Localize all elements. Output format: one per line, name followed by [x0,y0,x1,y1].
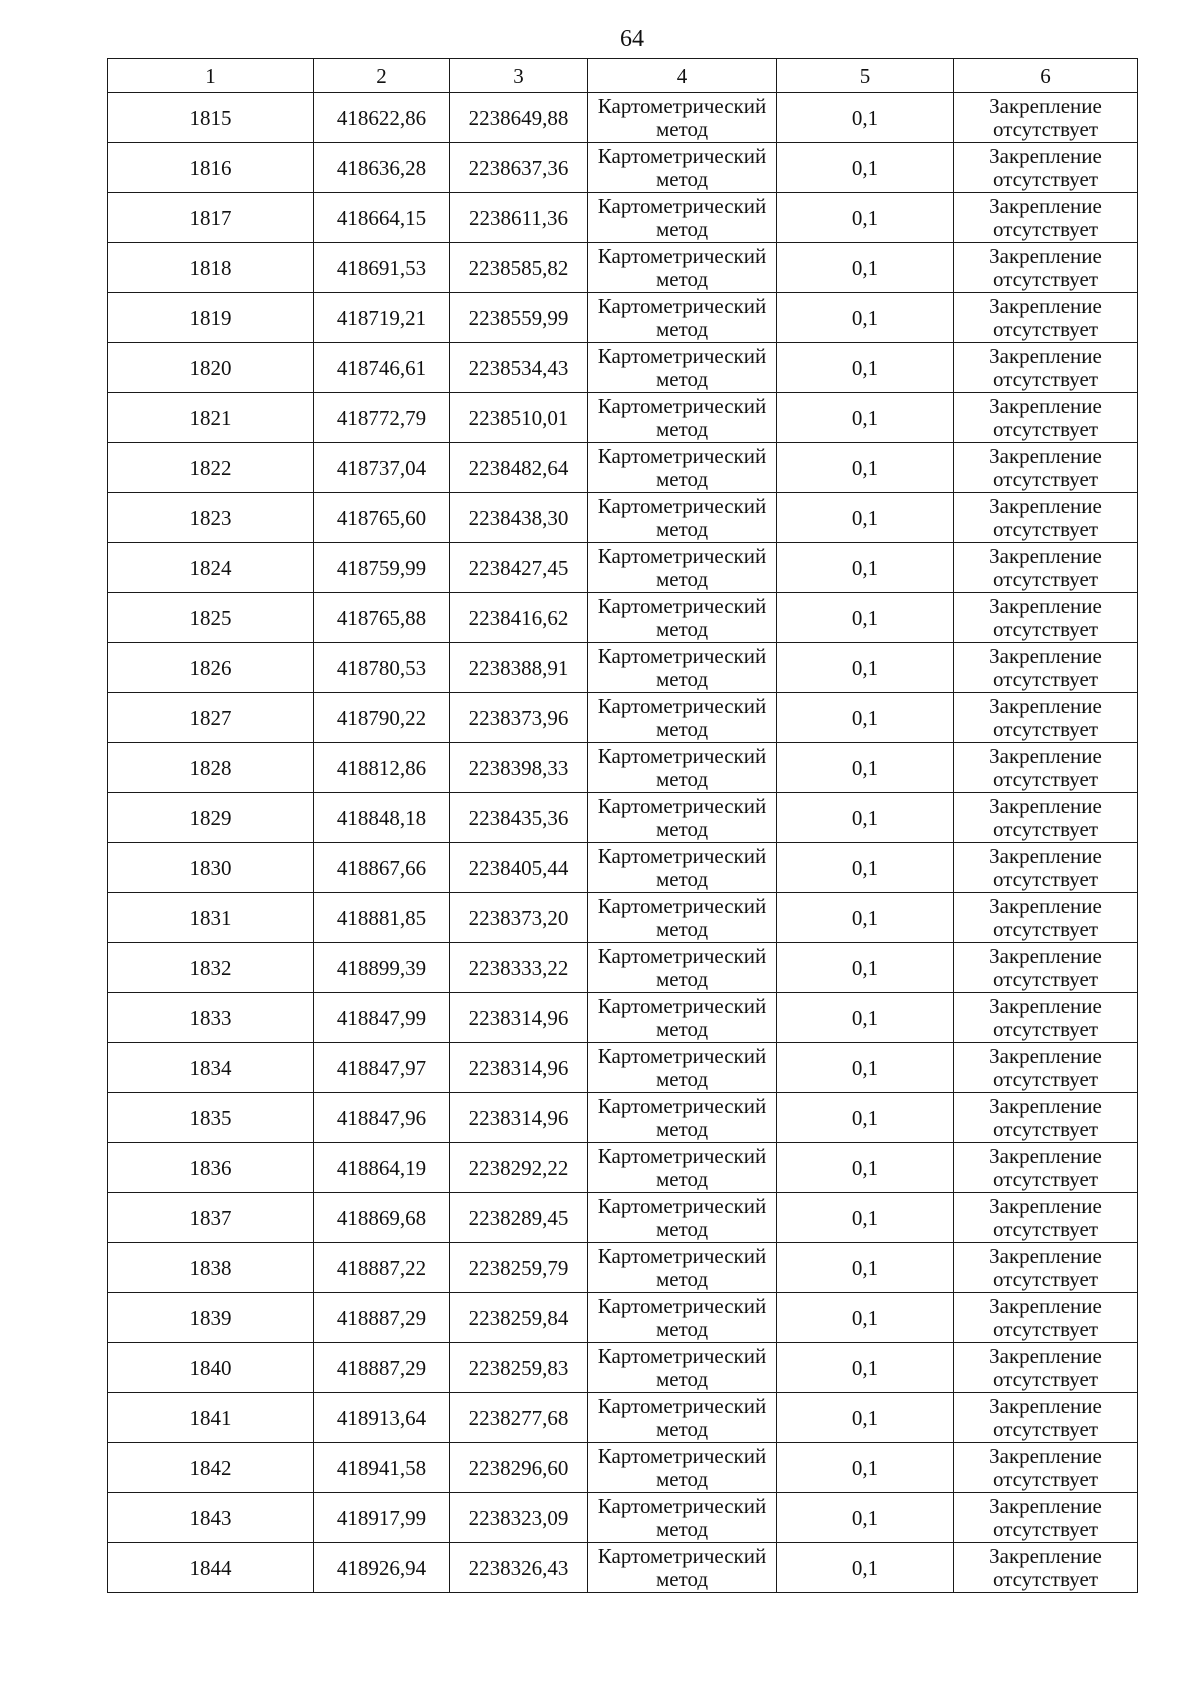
cell-fixing-description: Закрепление отсутствует [954,1093,1138,1143]
cell-method: Картометрический метод [588,493,777,543]
cell-point-number: 1842 [108,1443,314,1493]
cell-accuracy: 0,1 [777,443,954,493]
cell-fixing-description: Закрепление отсутствует [954,93,1138,143]
column-header-1: 1 [108,59,314,93]
cell-coordinate-x: 418847,97 [314,1043,450,1093]
cell-fixing-description: Закрепление отсутствует [954,943,1138,993]
cell-fixing-description: Закрепление отсутствует [954,893,1138,943]
table-row [108,393,1138,443]
cell-coordinate-y: 2238534,43 [450,343,588,393]
cell-point-number: 1818 [108,243,314,293]
cell-method: Картометрический метод [588,1143,777,1193]
cell-coordinate-y: 2238611,36 [450,193,588,243]
table-row [108,443,1138,493]
cell-coordinate-y: 2238292,22 [450,1143,588,1193]
table-row [108,493,1138,543]
cell-accuracy: 0,1 [777,1493,954,1543]
cell-fixing-description: Закрепление отсутствует [954,443,1138,493]
cell-coordinate-x: 418765,60 [314,493,450,543]
cell-method: Картометрический метод [588,1293,777,1343]
cell-coordinate-y: 2238637,36 [450,143,588,193]
column-header-5: 5 [777,59,954,93]
cell-accuracy: 0,1 [777,593,954,643]
cell-accuracy: 0,1 [777,643,954,693]
cell-coordinate-x: 418719,21 [314,293,450,343]
cell-coordinate-x: 418867,66 [314,843,450,893]
cell-point-number: 1832 [108,943,314,993]
cell-point-number: 1843 [108,1493,314,1543]
cell-accuracy: 0,1 [777,493,954,543]
cell-coordinate-y: 2238296,60 [450,1443,588,1493]
table-row [108,343,1138,393]
cell-accuracy: 0,1 [777,143,954,193]
table-row [108,793,1138,843]
cell-fixing-description: Закрепление отсутствует [954,1293,1138,1343]
cell-fixing-description: Закрепление отсутствует [954,1393,1138,1443]
table-row [108,1443,1138,1493]
cell-fixing-description: Закрепление отсутствует [954,693,1138,743]
table-body [108,93,1138,1593]
cell-accuracy: 0,1 [777,843,954,893]
cell-coordinate-y: 2238585,82 [450,243,588,293]
cell-coordinate-x: 418887,29 [314,1293,450,1343]
cell-coordinate-x: 418664,15 [314,193,450,243]
cell-coordinate-y: 2238326,43 [450,1543,588,1593]
cell-accuracy: 0,1 [777,193,954,243]
cell-method: Картометрический метод [588,1343,777,1393]
cell-accuracy: 0,1 [777,343,954,393]
cell-method: Картометрический метод [588,1443,777,1493]
cell-method: Картометрический метод [588,1543,777,1593]
cell-coordinate-x: 418913,64 [314,1393,450,1443]
cell-point-number: 1844 [108,1543,314,1593]
cell-accuracy: 0,1 [777,1093,954,1143]
cell-method: Картометрический метод [588,1093,777,1143]
cell-accuracy: 0,1 [777,1543,954,1593]
cell-coordinate-y: 2238435,36 [450,793,588,843]
cell-coordinate-y: 2238405,44 [450,843,588,893]
cell-accuracy: 0,1 [777,1243,954,1293]
cell-fixing-description: Закрепление отсутствует [954,1143,1138,1193]
table-row [108,593,1138,643]
cell-point-number: 1837 [108,1193,314,1243]
table-row [108,1043,1138,1093]
page-number: 64 [620,26,644,52]
cell-coordinate-y: 2238649,88 [450,93,588,143]
table-row [108,243,1138,293]
cell-fixing-description: Закрепление отсутствует [954,643,1138,693]
cell-point-number: 1826 [108,643,314,693]
table-row [108,1243,1138,1293]
cell-method: Картометрический метод [588,543,777,593]
cell-coordinate-x: 418622,86 [314,93,450,143]
table-row [108,93,1138,143]
cell-fixing-description: Закрепление отсутствует [954,843,1138,893]
table-row [108,743,1138,793]
cell-coordinate-x: 418887,29 [314,1343,450,1393]
cell-fixing-description: Закрепление отсутствует [954,993,1138,1043]
cell-accuracy: 0,1 [777,943,954,993]
cell-fixing-description: Закрепление отсутствует [954,1043,1138,1093]
cell-point-number: 1822 [108,443,314,493]
column-header-6: 6 [954,59,1138,93]
cell-coordinate-x: 418790,22 [314,693,450,743]
cell-method: Картометрический метод [588,1493,777,1543]
table-row [108,1193,1138,1243]
header-row [108,59,1138,93]
cell-coordinate-y: 2238277,68 [450,1393,588,1443]
cell-fixing-description: Закрепление отсутствует [954,743,1138,793]
cell-point-number: 1825 [108,593,314,643]
cell-point-number: 1828 [108,743,314,793]
cell-method: Картометрический метод [588,1243,777,1293]
cell-coordinate-x: 418765,88 [314,593,450,643]
cell-fixing-description: Закрепление отсутствует [954,1193,1138,1243]
cell-fixing-description: Закрепление отсутствует [954,543,1138,593]
cell-coordinate-x: 418772,79 [314,393,450,443]
cell-coordinate-x: 418746,61 [314,343,450,393]
cell-point-number: 1819 [108,293,314,343]
cell-coordinate-x: 418780,53 [314,643,450,693]
cell-coordinate-y: 2238259,83 [450,1343,588,1393]
column-header-3: 3 [450,59,588,93]
cell-coordinate-y: 2238373,20 [450,893,588,943]
cell-point-number: 1830 [108,843,314,893]
cell-fixing-description: Закрепление отсутствует [954,343,1138,393]
cell-method: Картометрический метод [588,343,777,393]
cell-coordinate-y: 2238427,45 [450,543,588,593]
cell-coordinate-y: 2238289,45 [450,1193,588,1243]
cell-coordinate-x: 418847,96 [314,1093,450,1143]
cell-accuracy: 0,1 [777,743,954,793]
cell-accuracy: 0,1 [777,993,954,1043]
cell-coordinate-y: 2238259,84 [450,1293,588,1343]
cell-point-number: 1835 [108,1093,314,1143]
column-header-4: 4 [588,59,777,93]
cell-method: Картометрический метод [588,593,777,643]
cell-fixing-description: Закрепление отсутствует [954,193,1138,243]
cell-coordinate-x: 418759,99 [314,543,450,593]
cell-accuracy: 0,1 [777,1343,954,1393]
cell-accuracy: 0,1 [777,1293,954,1343]
column-header-2: 2 [314,59,450,93]
table-row [108,1093,1138,1143]
cell-coordinate-y: 2238559,99 [450,293,588,343]
cell-point-number: 1834 [108,1043,314,1093]
cell-coordinate-x: 418864,19 [314,1143,450,1193]
cell-coordinate-y: 2238438,30 [450,493,588,543]
cell-point-number: 1839 [108,1293,314,1343]
cell-coordinate-x: 418887,22 [314,1243,450,1293]
cell-method: Картометрический метод [588,743,777,793]
cell-coordinate-y: 2238259,79 [450,1243,588,1293]
cell-coordinate-y: 2238333,22 [450,943,588,993]
cell-point-number: 1827 [108,693,314,743]
cell-method: Картометрический метод [588,1193,777,1243]
cell-coordinate-y: 2238398,33 [450,743,588,793]
cell-coordinate-x: 418691,53 [314,243,450,293]
cell-coordinate-x: 418941,58 [314,1443,450,1493]
table-row [108,1543,1138,1593]
cell-fixing-description: Закрепление отсутствует [954,243,1138,293]
table-row [108,693,1138,743]
cell-method: Картометрический метод [588,993,777,1043]
cell-method: Картометрический метод [588,693,777,743]
cell-coordinate-y: 2238323,09 [450,1493,588,1543]
cell-accuracy: 0,1 [777,793,954,843]
cell-method: Картометрический метод [588,1043,777,1093]
cell-method: Картометрический метод [588,143,777,193]
cell-coordinate-x: 418737,04 [314,443,450,493]
table-row [108,143,1138,193]
cell-coordinate-x: 418869,68 [314,1193,450,1243]
cell-fixing-description: Закрепление отсутствует [954,1243,1138,1293]
cell-point-number: 1817 [108,193,314,243]
cell-method: Картометрический метод [588,393,777,443]
coordinates-table [107,58,1138,1593]
table-row [108,893,1138,943]
cell-point-number: 1821 [108,393,314,443]
cell-accuracy: 0,1 [777,293,954,343]
table-row [108,1343,1138,1393]
cell-point-number: 1815 [108,93,314,143]
table-row [108,1493,1138,1543]
cell-method: Картометрический метод [588,943,777,993]
cell-point-number: 1833 [108,993,314,1043]
cell-accuracy: 0,1 [777,1393,954,1443]
cell-method: Картометрический метод [588,243,777,293]
cell-fixing-description: Закрепление отсутствует [954,793,1138,843]
cell-coordinate-x: 418847,99 [314,993,450,1043]
cell-point-number: 1838 [108,1243,314,1293]
cell-point-number: 1840 [108,1343,314,1393]
cell-coordinate-x: 418926,94 [314,1543,450,1593]
table-row [108,1293,1138,1343]
cell-method: Картометрический метод [588,793,777,843]
cell-coordinate-y: 2238510,01 [450,393,588,443]
cell-accuracy: 0,1 [777,1043,954,1093]
cell-method: Картометрический метод [588,843,777,893]
cell-method: Картометрический метод [588,93,777,143]
cell-coordinate-y: 2238314,96 [450,993,588,1043]
cell-coordinate-y: 2238314,96 [450,1043,588,1093]
cell-coordinate-x: 418812,86 [314,743,450,793]
cell-fixing-description: Закрепление отсутствует [954,1343,1138,1393]
cell-coordinate-y: 2238388,91 [450,643,588,693]
cell-accuracy: 0,1 [777,1443,954,1493]
table-row [108,993,1138,1043]
cell-coordinate-x: 418881,85 [314,893,450,943]
cell-fixing-description: Закрепление отсутствует [954,493,1138,543]
cell-accuracy: 0,1 [777,693,954,743]
cell-method: Картометрический метод [588,643,777,693]
cell-coordinate-y: 2238373,96 [450,693,588,743]
cell-accuracy: 0,1 [777,1193,954,1243]
cell-accuracy: 0,1 [777,393,954,443]
cell-point-number: 1820 [108,343,314,393]
cell-point-number: 1841 [108,1393,314,1443]
table-row [108,1143,1138,1193]
cell-coordinate-x: 418899,39 [314,943,450,993]
table-row [108,843,1138,893]
cell-fixing-description: Закрепление отсутствует [954,1493,1138,1543]
cell-coordinate-y: 2238482,64 [450,443,588,493]
cell-accuracy: 0,1 [777,243,954,293]
table-row [108,643,1138,693]
cell-coordinate-y: 2238416,62 [450,593,588,643]
cell-accuracy: 0,1 [777,543,954,593]
cell-fixing-description: Закрепление отсутствует [954,293,1138,343]
cell-fixing-description: Закрепление отсутствует [954,1543,1138,1593]
cell-method: Картометрический метод [588,893,777,943]
cell-fixing-description: Закрепление отсутствует [954,1443,1138,1493]
table-row [108,543,1138,593]
cell-point-number: 1836 [108,1143,314,1193]
table-row [108,1393,1138,1443]
cell-point-number: 1831 [108,893,314,943]
cell-coordinate-x: 418848,18 [314,793,450,843]
cell-accuracy: 0,1 [777,893,954,943]
table-row [108,293,1138,343]
cell-coordinate-x: 418636,28 [314,143,450,193]
cell-accuracy: 0,1 [777,1143,954,1193]
cell-method: Картометрический метод [588,193,777,243]
cell-method: Картометрический метод [588,443,777,493]
cell-method: Картометрический метод [588,293,777,343]
cell-point-number: 1816 [108,143,314,193]
cell-accuracy: 0,1 [777,93,954,143]
cell-point-number: 1829 [108,793,314,843]
table-row [108,943,1138,993]
cell-point-number: 1824 [108,543,314,593]
cell-point-number: 1823 [108,493,314,543]
cell-fixing-description: Закрепление отсутствует [954,393,1138,443]
table-row [108,193,1138,243]
table-header [108,59,1138,93]
cell-coordinate-y: 2238314,96 [450,1093,588,1143]
cell-method: Картометрический метод [588,1393,777,1443]
cell-coordinate-x: 418917,99 [314,1493,450,1543]
cell-fixing-description: Закрепление отсутствует [954,593,1138,643]
cell-fixing-description: Закрепление отсутствует [954,143,1138,193]
